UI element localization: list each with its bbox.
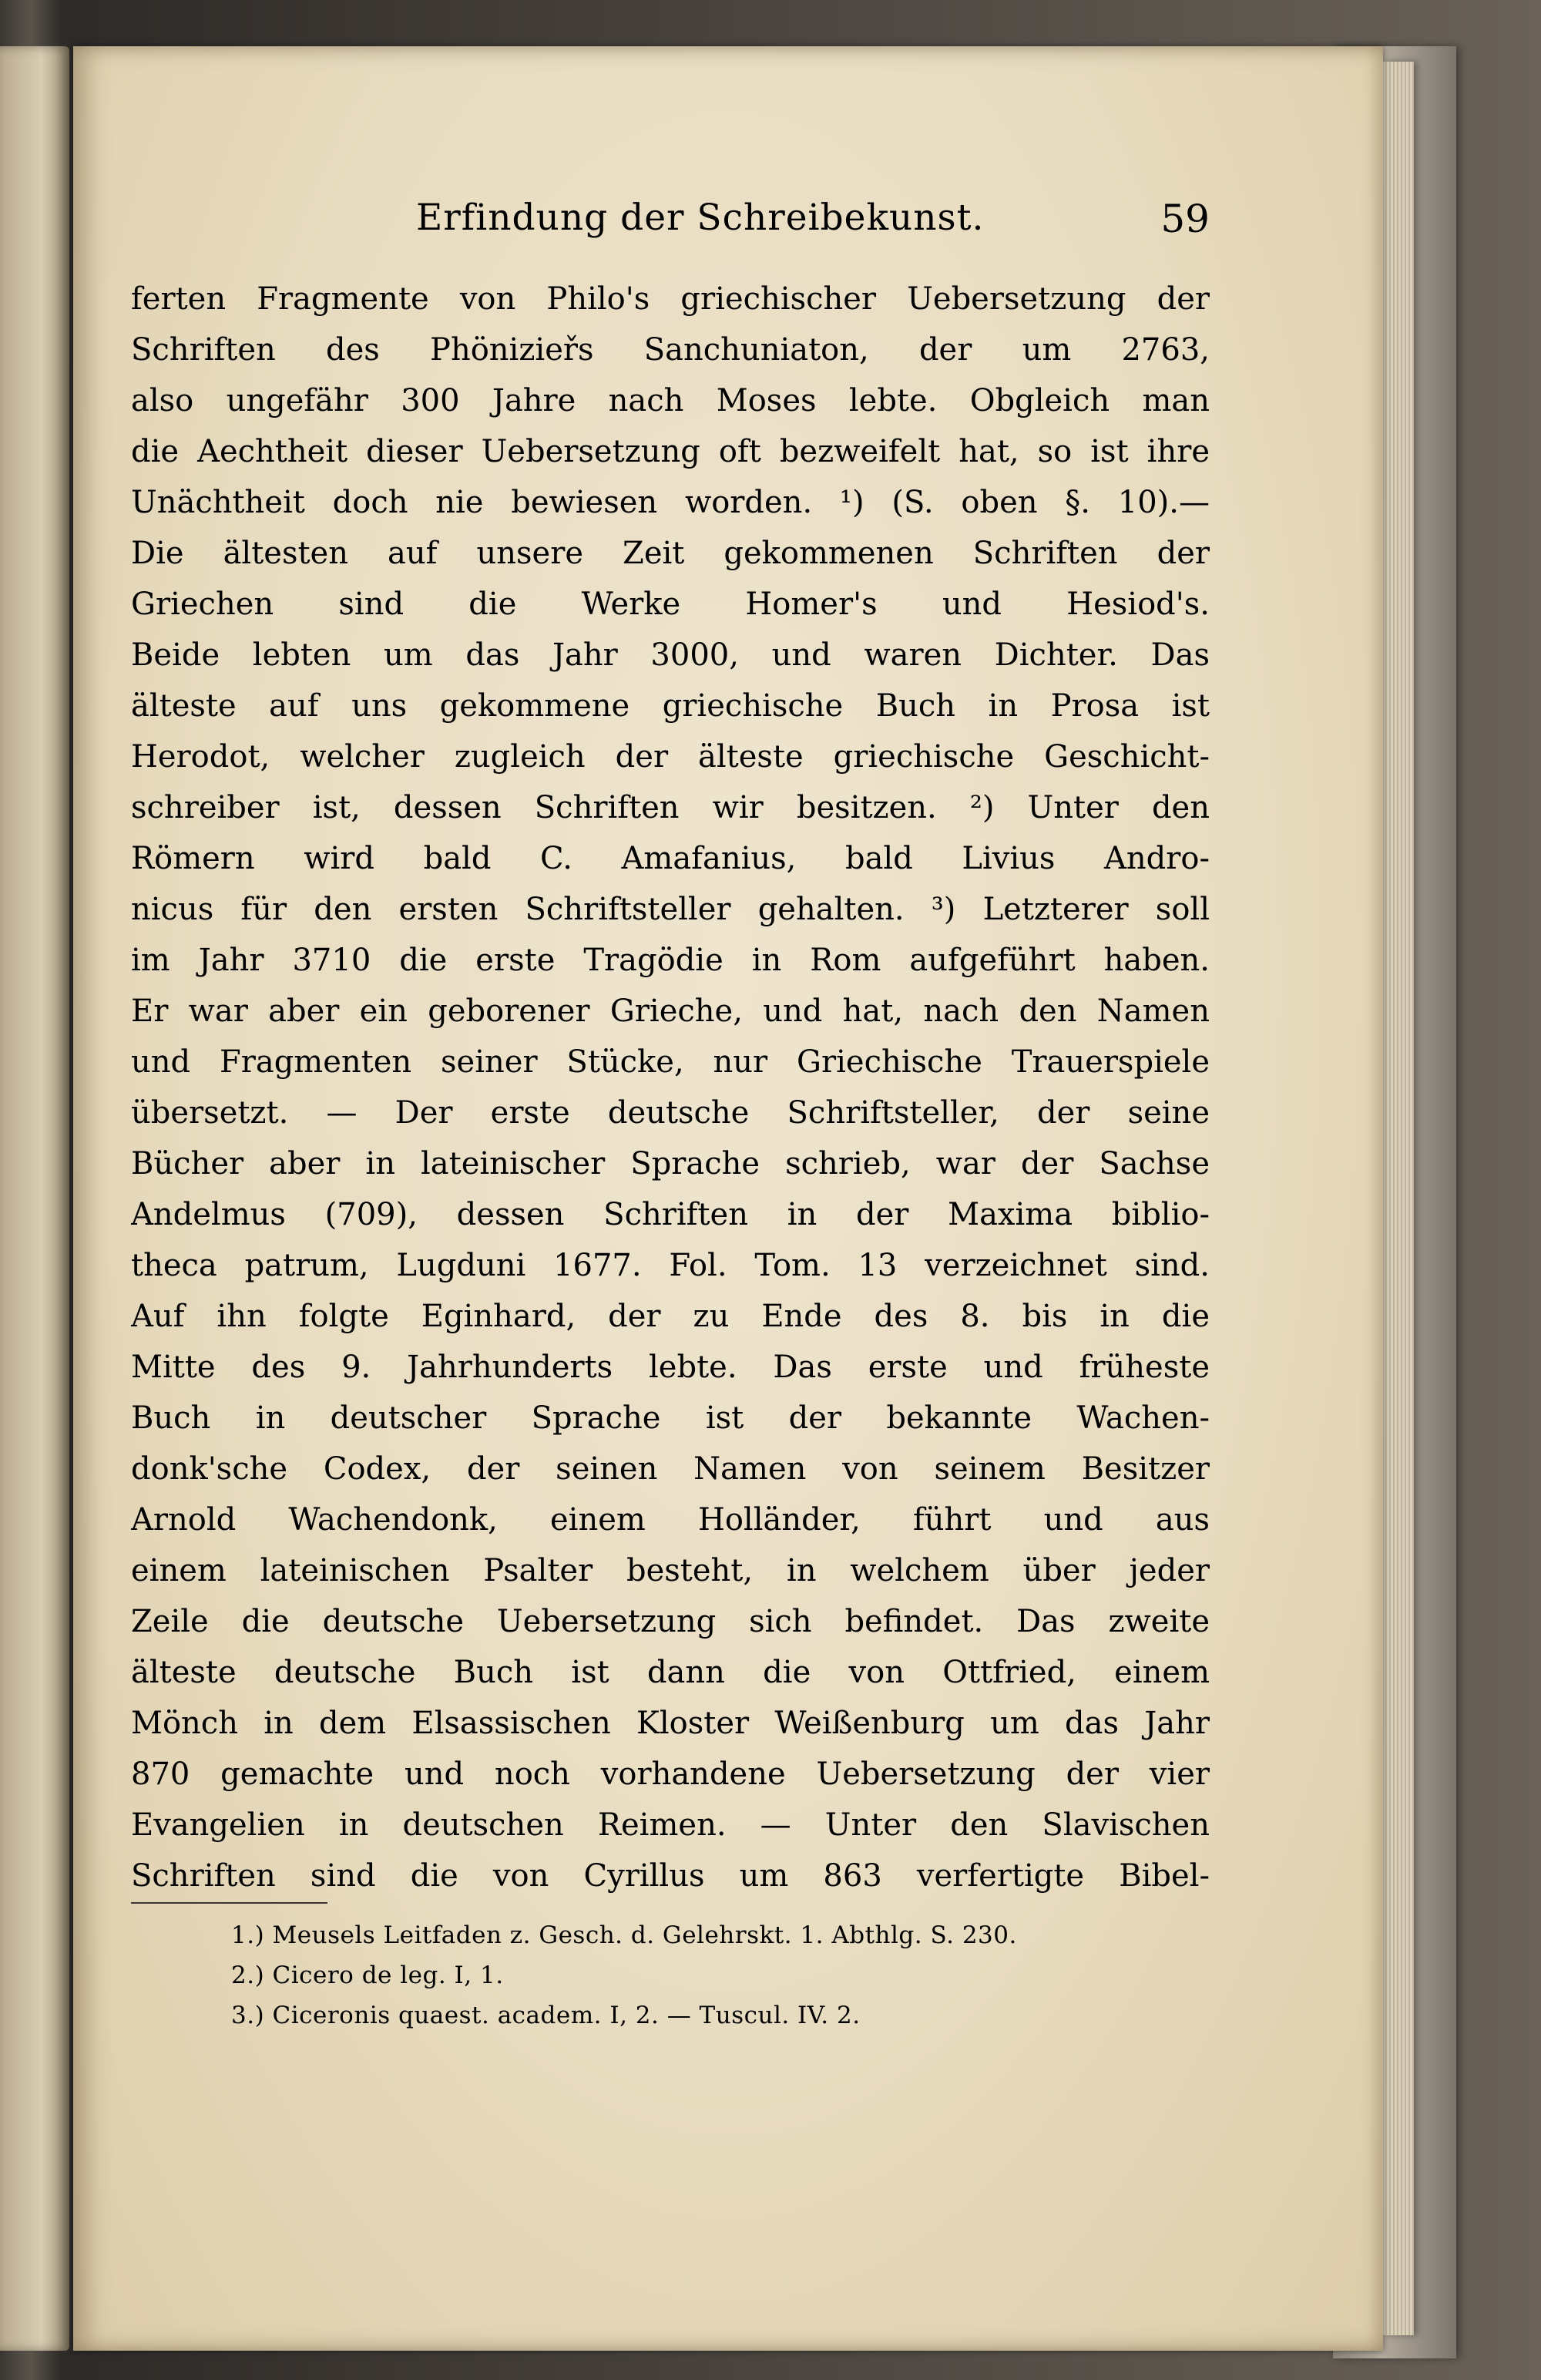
footnote: 2.) Cicero de leg. I, 1.: [231, 1961, 504, 1989]
page-number: 59: [1160, 197, 1210, 241]
text-line: Zeile die deutsche Uebersetzung sich befindet. Das zweite: [131, 1604, 1210, 1639]
page-header: [131, 197, 1210, 250]
footnotes: [231, 1915, 1156, 2035]
text-line: und Fragmenten seiner Stücke, nur Griechische Trauerspiele: [131, 1044, 1210, 1080]
text-line: Bücher aber in lateinischer Sprache schrieb, war der Sachse: [131, 1146, 1210, 1182]
text-line: schreiber ist, dessen Schriften wir besitzen. ²) Unter den: [131, 790, 1210, 825]
text-line: Römern wird bald C. Amafanius, bald Livius Andro-: [131, 841, 1210, 876]
footnote: 1.) Meusels Leitfaden z. Gesch. d. Gelehrskt. 1. Abthlg. S. 230.: [231, 1921, 1017, 1949]
text-line: im Jahr 3710 die erste Tragödie in Rom aufgeführt haben.: [131, 943, 1210, 978]
text-line: Mitte des 9. Jahrhunderts lebte. Das erste und früheste: [131, 1350, 1210, 1385]
body-text: [131, 274, 1210, 1901]
facing-page-edge: [0, 46, 69, 2351]
text-line: Evangelien in deutschen Reimen. — Unter den Slavischen: [131, 1807, 1210, 1843]
text-line: älteste auf uns gekommene griechische Buch in Prosa ist: [131, 688, 1210, 724]
text-line: Herodot, welcher zugleich der älteste griechische Geschicht-: [131, 739, 1210, 775]
text-line: Mönch in dem Elsassischen Kloster Weißenburg um das Jahr: [131, 1706, 1210, 1741]
text-line: theca patrum, Lugduni 1677. Fol. Tom. 13 verzeichnet sind.: [131, 1248, 1210, 1283]
text-line: Er war aber ein geborener Grieche, und hat, nach den Namen: [131, 993, 1210, 1029]
text-line: Schriften des Phönizieřs Sanchuniaton, der um 2763,: [131, 332, 1210, 368]
text-line: einem lateinischen Psalter besteht, in welchem über jeder: [131, 1553, 1210, 1588]
text-line: älteste deutsche Buch ist dann die von Ottfried, einem: [131, 1655, 1210, 1690]
footnote-divider: [131, 1902, 327, 1904]
text-line: übersetzt. — Der erste deutsche Schriftsteller, der seine: [131, 1095, 1210, 1131]
text-line: 870 gemachte und noch vorhandene Uebersetzung der vier: [131, 1756, 1210, 1792]
text-line: Griechen sind die Werke Homer's und Hesiod's.: [131, 587, 1210, 622]
text-line: ferten Fragmente von Philo's griechischer Uebersetzung der: [131, 281, 1210, 317]
text-line: Die ältesten auf unsere Zeit gekommenen Schriften der: [131, 536, 1210, 571]
text-line: Arnold Wachendonk, einem Holländer, führt und aus: [131, 1502, 1210, 1538]
text-line: Beide lebten um das Jahr 3000, und waren Dichter. Das: [131, 637, 1210, 673]
text-line: donk'sche Codex, der seinen Namen von seinem Besitzer: [131, 1451, 1210, 1487]
text-line: also ungefähr 300 Jahre nach Moses lebte. Obgleich man: [131, 383, 1210, 419]
text-line: nicus für den ersten Schriftsteller gehalten. ³) Letzterer soll: [131, 892, 1210, 927]
footnote: 3.) Ciceronis quaest. academ. I, 2. — Tuscul. IV. 2.: [231, 2002, 861, 2029]
text-line: Auf ihn folgte Eginhard, der zu Ende des 8. bis in die: [131, 1299, 1210, 1334]
text-line: Schriften sind die von Cyrillus um 863 verfertigte Bibel-: [131, 1858, 1210, 1894]
text-line: Buch in deutscher Sprache ist der bekannte Wachen-: [131, 1400, 1210, 1436]
text-line: die Aechtheit dieser Uebersetzung oft bezweifelt hat, so ist ihre: [131, 434, 1210, 469]
text-line: Unächtheit doch nie bewiesen worden. ¹) (S. oben §. 10).—: [131, 485, 1210, 520]
text-line: Andelmus (709), dessen Schriften in der Maxima biblio-: [131, 1197, 1210, 1232]
running-title: Erfindung der Schreibekunst.: [416, 197, 985, 239]
page-stack-edges: [1383, 62, 1414, 2335]
